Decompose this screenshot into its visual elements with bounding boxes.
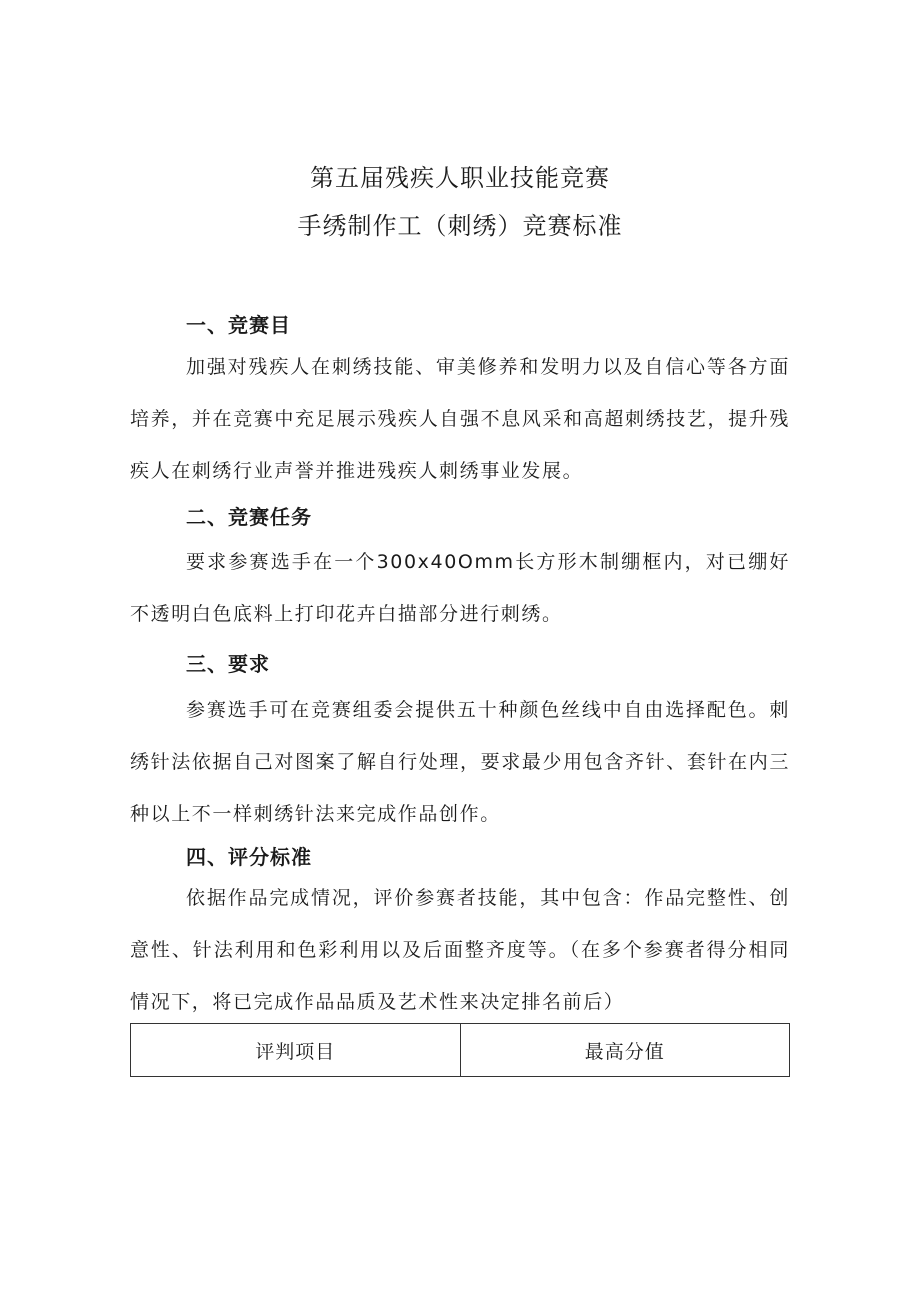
- table-header-max-score: 最高分值: [460, 1024, 790, 1077]
- scoring-table-header-row: [131, 1024, 790, 1077]
- section-heading-scoring: 四、评分标准: [186, 845, 312, 869]
- section-heading-requirements: 三、要求: [186, 652, 270, 676]
- section-body-goal: 加强对残疾人在刺绣技能、审美修养和发明力以及自信心等各方面培养，并在竞赛中充足展示残疾人自强不息风采和高超刺绣技艺，提升残疾人在刺绣行业声誉并推进残疾人刺绣事业发展。: [130, 356, 790, 482]
- document-title-line1: 第五届残疾人职业技能竞赛: [310, 164, 610, 192]
- section-body-requirements: 参赛选手可在竞赛组委会提供五十种颜色丝线中自由选择配色。刺绣针法依据自己对图案了解自行处理，要求最少用包含齐针、套针在内三种以上不一样刺绣针法来完成作品创作。: [130, 699, 790, 825]
- document-title-line2: 手绣制作工（刺绣）竞赛标准: [297, 212, 623, 240]
- section-body-scoring: 依据作品完成情况，评价参赛者技能，其中包含：作品完整性、创意性、针法利用和色彩利用以及后面整齐度等。（在多个参赛者得分相同情况下，将已完成作品品质及艺术性来决定排名前后）: [130, 887, 790, 1013]
- section-body-task: 要求参赛选手在一个300x40Omm长方形木制绷框内，对已绷好不透明白色底料上打印花卉白描部分进行刺绣。: [130, 551, 790, 625]
- table-header-item: 评判项目: [131, 1024, 461, 1077]
- section-heading-goal: 一、竞赛目: [186, 313, 291, 337]
- scoring-table: [130, 1023, 790, 1077]
- section-heading-task: 二、竞赛任务: [186, 505, 312, 529]
